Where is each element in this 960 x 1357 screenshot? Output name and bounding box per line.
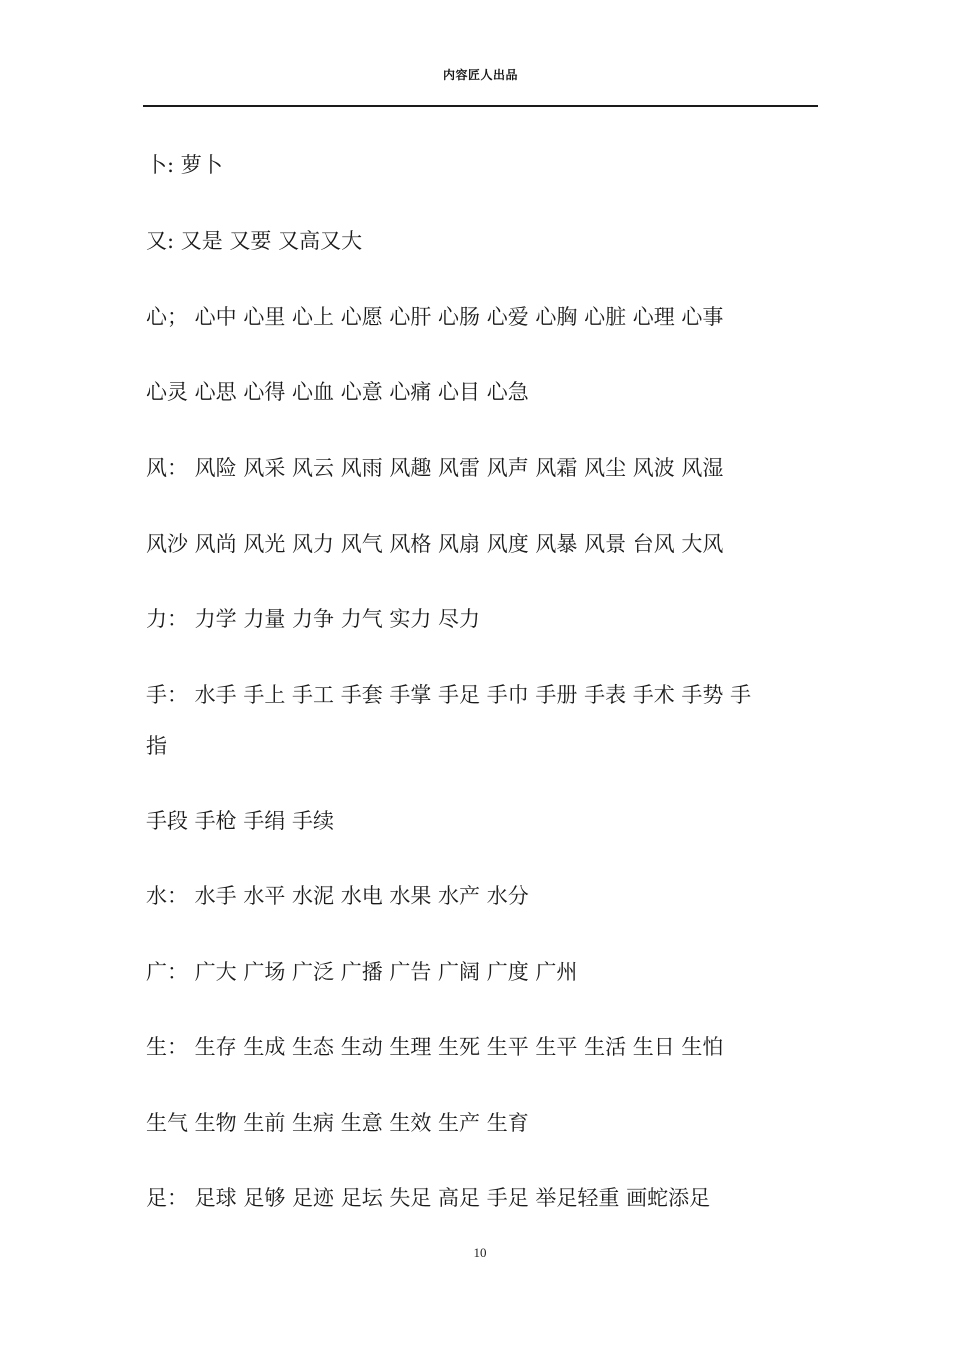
- entry-line-xin: 心； 心中 心里 心上 心愿 心肝 心肠 心爱 心胸 心脏 心理 心事: [146, 305, 724, 329]
- entry-line-you: 又: 又是 又要 又高又大: [146, 229, 363, 253]
- entry-line-bu: 卜: 萝卜: [146, 153, 223, 177]
- entry-line-feng: 风： 风险 风采 风云 风雨 风趣 风雷 风声 风霜 风尘 风波 风湿: [146, 456, 724, 480]
- entry-line-shui: 水： 水手 水平 水泥 水电 水果 水产 水分: [146, 884, 529, 908]
- entry-line-shou: 手： 水手 手上 手工 手套 手掌 手足 手巾 手册 手表 手术 手势 手: [146, 683, 752, 707]
- entry-line-feng-continued: 风沙 风尚 风光 风力 风气 风格 风扇 风度 风暴 风景 台风 大风: [146, 532, 724, 556]
- entry-line-guang: 广： 广大 广场 广泛 广播 广告 广阔 广度 广州: [146, 960, 578, 984]
- header-divider: [143, 105, 818, 107]
- entry-line-shou-continued: 手段 手枪 手绢 手续: [146, 809, 335, 833]
- page-number: 10: [473, 1245, 487, 1260]
- entry-line-li: 力： 力学 力量 力争 力气 实力 尽力: [146, 607, 481, 631]
- entry-line-sheng: 生： 生存 生成 生态 生动 生理 生死 生平 生平 生活 生日 生怕: [146, 1035, 724, 1059]
- entry-line-xin-continued: 心灵 心思 心得 心血 心意 心痛 心目 心急: [146, 380, 529, 404]
- entry-line-sheng-continued: 生气 生物 生前 生病 生意 生效 生产 生育: [146, 1111, 529, 1135]
- page-header-title: 内容匠人出品: [442, 68, 518, 82]
- entry-line-zu: 足： 足球 足够 足迹 足坛 失足 高足 手足 举足轻重 画蛇添足: [146, 1186, 711, 1210]
- entry-line-shou-wrap: 指: [146, 734, 167, 758]
